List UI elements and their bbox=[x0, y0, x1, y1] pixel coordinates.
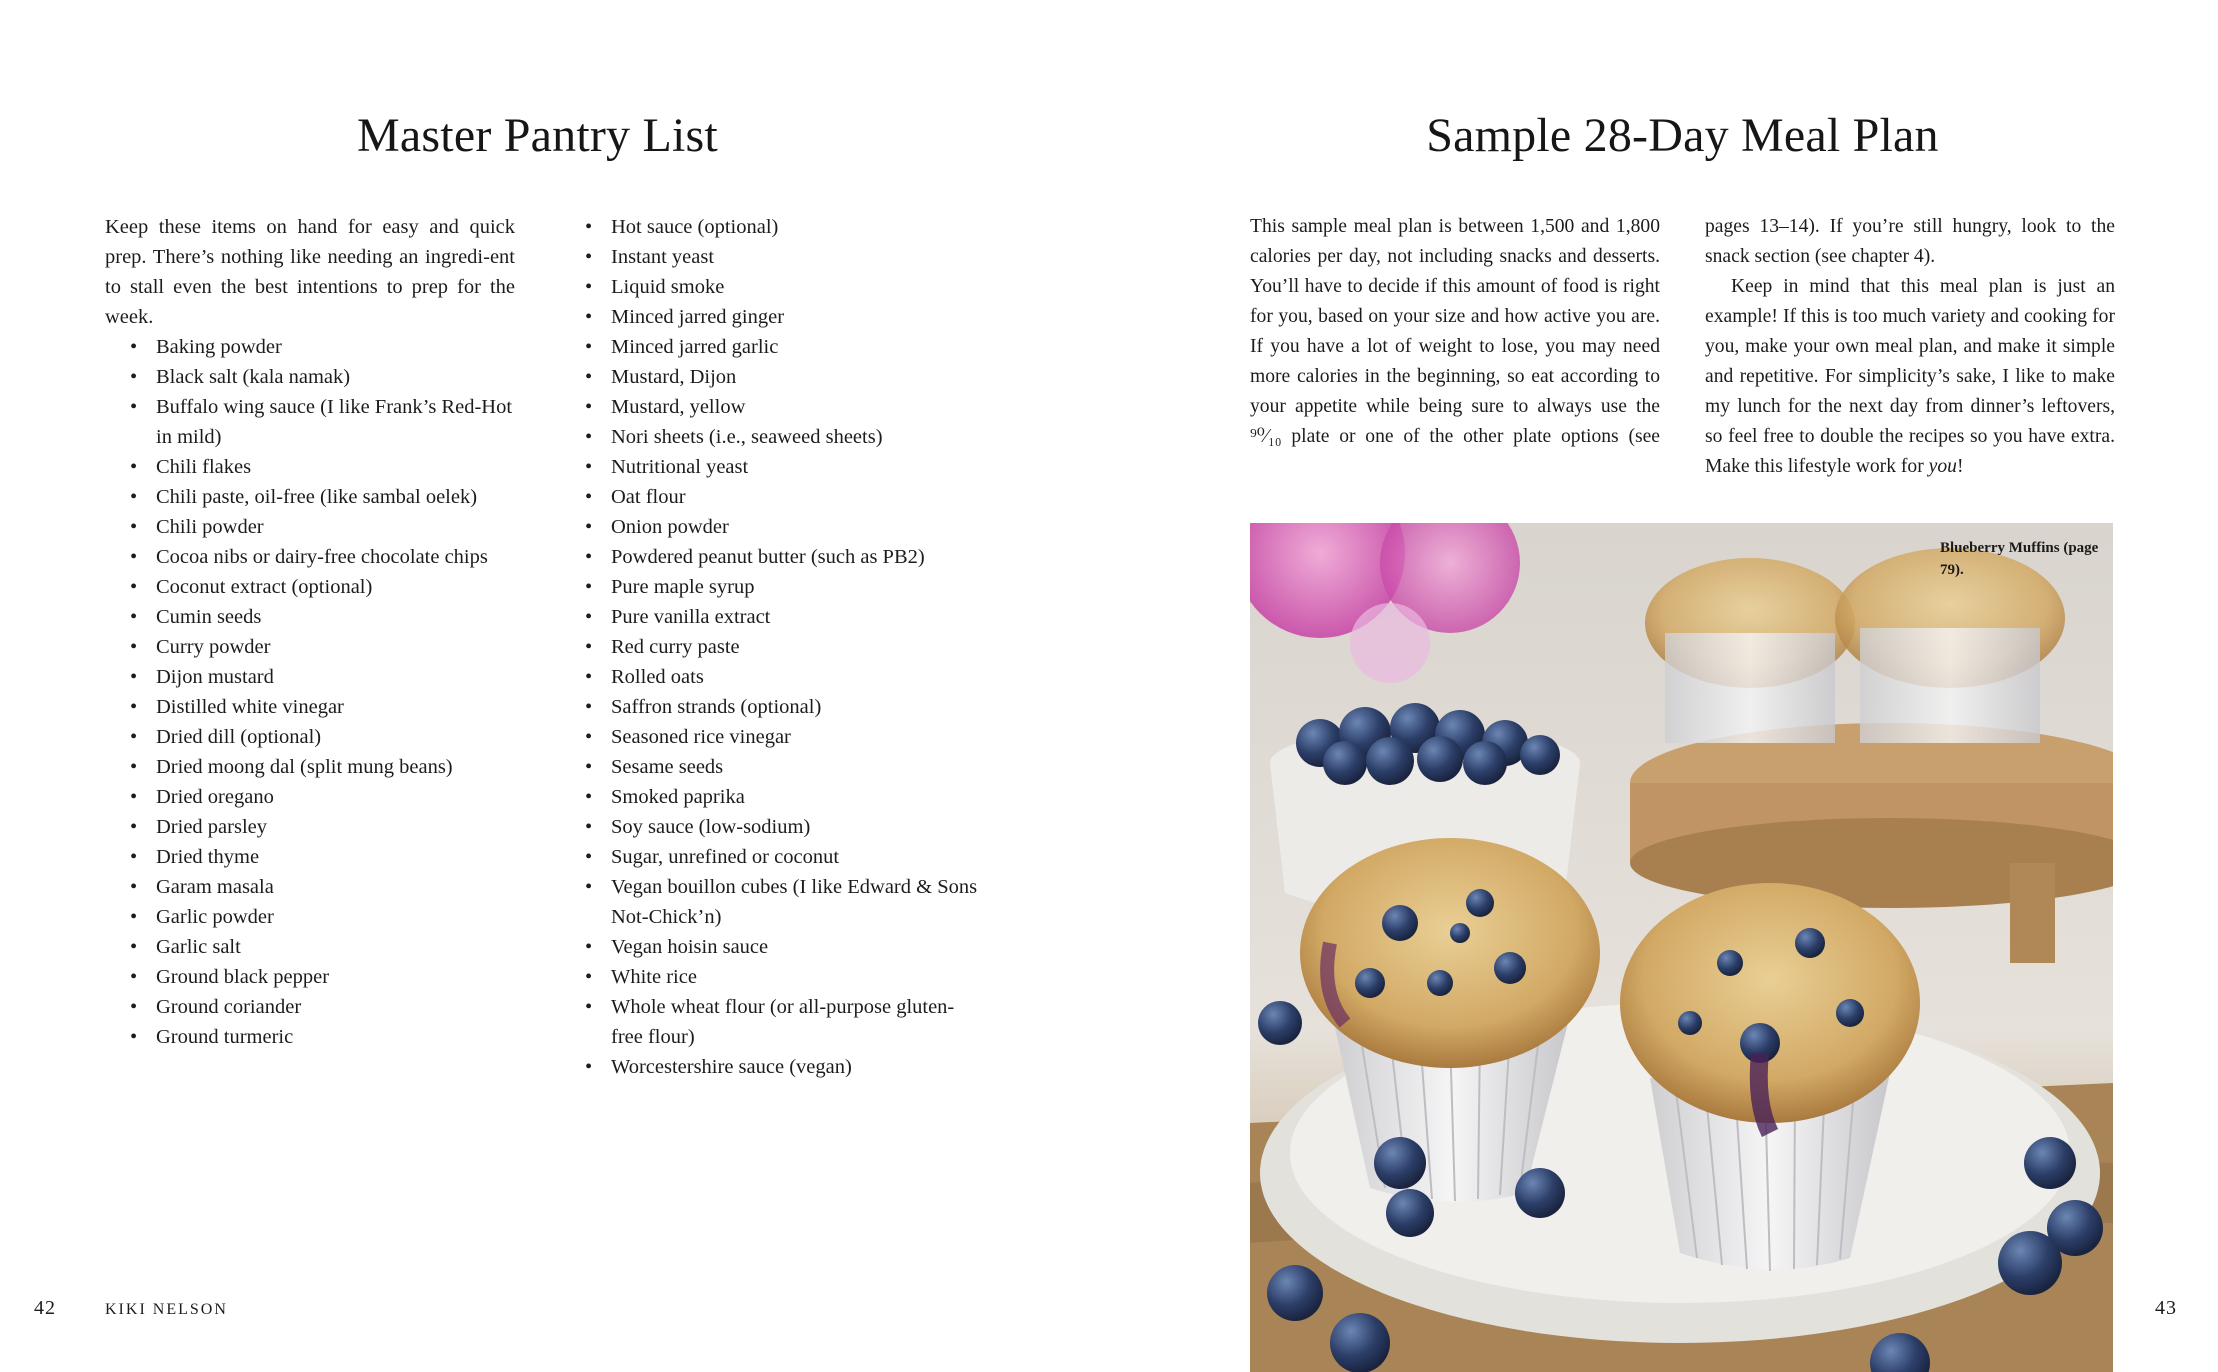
pantry-heading: Master Pantry List bbox=[357, 109, 718, 162]
pantry-item: • Chili powder bbox=[105, 512, 515, 542]
pantry-item: • Chili flakes bbox=[105, 452, 515, 482]
pantry-item: • Pure maple syrup bbox=[560, 572, 980, 602]
page-number-right: 43 bbox=[2155, 1297, 2177, 1319]
pantry-item: • Powdered peanut butter (such as PB2) bbox=[560, 542, 980, 572]
pantry-item: • Dijon mustard bbox=[105, 662, 515, 692]
pantry-item: • Dried parsley bbox=[105, 812, 515, 842]
page-number-left: 42 bbox=[34, 1297, 56, 1319]
meal-plan-paragraph-1: This sample meal plan is between 1,500 and 1,800 calories per day, not including snacks and desserts. You’ll have to decide if this amount of food is right for you, based on your size and how active you are. If you have a lot of weight to lose, you may need more calories in the beginning, so eat according to your appetite while being sure to always use the ⁹⁰⁄₁₀ plate or one of the other plate options (see bbox=[1250, 216, 1660, 447]
meal-plan-paragraph-1-continued: pages 13–14). If you’re still hungry, look to the snack section (see chapter 4). bbox=[1705, 216, 2115, 267]
pantry-item: • Smoked paprika bbox=[560, 782, 980, 812]
pantry-item: • Minced jarred ginger bbox=[560, 302, 980, 332]
pantry-item: • Whole wheat flour (or all-purpose gluten-free flour) bbox=[560, 992, 980, 1052]
pantry-item: • Hot sauce (optional) bbox=[560, 212, 980, 242]
pantry-item: • Nori sheets (i.e., seaweed sheets) bbox=[560, 422, 980, 452]
pantry-item: • Ground black pepper bbox=[105, 962, 515, 992]
pantry-item: • Dried oregano bbox=[105, 782, 515, 812]
pantry-item: • Sesame seeds bbox=[560, 752, 980, 782]
pantry-item: • Worcestershire sauce (vegan) bbox=[560, 1052, 980, 1082]
pantry-item: • Mustard, yellow bbox=[560, 392, 980, 422]
pantry-item: • Nutritional yeast bbox=[560, 452, 980, 482]
pantry-item: • Baking powder bbox=[105, 332, 515, 362]
pantry-item: • Red curry paste bbox=[560, 632, 980, 662]
pantry-item: • Garam masala bbox=[105, 872, 515, 902]
pantry-item: • Distilled white vinegar bbox=[105, 692, 515, 722]
pantry-item: • Rolled oats bbox=[560, 662, 980, 692]
pantry-item: • Liquid smoke bbox=[560, 272, 980, 302]
pantry-item: • Oat flour bbox=[560, 482, 980, 512]
pantry-item: • White rice bbox=[560, 962, 980, 992]
meal-plan-column-2 bbox=[1705, 212, 2115, 482]
pantry-list-1 bbox=[105, 332, 515, 1052]
pantry-item: • Dried moong dal (split mung beans) bbox=[105, 752, 515, 782]
pantry-column-1 bbox=[105, 212, 515, 1052]
pantry-item: • Garlic powder bbox=[105, 902, 515, 932]
pantry-item: • Black salt (kala namak) bbox=[105, 362, 515, 392]
pantry-list-2 bbox=[560, 212, 980, 1082]
pantry-intro: Keep these items on hand for easy and quick prep. There’s nothing like needing an ingredi-ent to stall even the best intentions to prep for the week. bbox=[105, 216, 515, 328]
pantry-item: • Ground turmeric bbox=[105, 1022, 515, 1052]
blueberry-muffins-photo bbox=[1250, 523, 2113, 1372]
pantry-item: • Chili paste, oil-free (like sambal oelek) bbox=[105, 482, 515, 512]
pantry-item: • Garlic salt bbox=[105, 932, 515, 962]
emphasis-you: you bbox=[1928, 456, 1957, 477]
pantry-item: • Vegan bouillon cubes (I like Edward & Sons Not-Chick’n) bbox=[560, 872, 980, 932]
pantry-item: • Saffron strands (optional) bbox=[560, 692, 980, 722]
pantry-item: • Minced jarred garlic bbox=[560, 332, 980, 362]
pantry-item: • Vegan hoisin sauce bbox=[560, 932, 980, 962]
pantry-item: • Dried dill (optional) bbox=[105, 722, 515, 752]
meal-plan-column-1 bbox=[1250, 212, 1660, 452]
pantry-item: • Sugar, unrefined or coconut bbox=[560, 842, 980, 872]
pantry-item: • Instant yeast bbox=[560, 242, 980, 272]
meal-plan-heading: Sample 28-Day Meal Plan bbox=[1426, 109, 1939, 162]
pantry-item: • Onion powder bbox=[560, 512, 980, 542]
photo-caption: Blueberry Muffins (page 79). bbox=[1940, 540, 2099, 578]
pantry-item: • Ground coriander bbox=[105, 992, 515, 1022]
pantry-item: • Pure vanilla extract bbox=[560, 602, 980, 632]
pantry-item: • Dried thyme bbox=[105, 842, 515, 872]
running-head: KIKI NELSON bbox=[105, 1301, 228, 1318]
pantry-item: • Soy sauce (low-sodium) bbox=[560, 812, 980, 842]
pantry-item: • Coconut extract (optional) bbox=[105, 572, 515, 602]
pantry-item: • Cumin seeds bbox=[105, 602, 515, 632]
pantry-item: • Curry powder bbox=[105, 632, 515, 662]
meal-plan-paragraph-2: Keep in mind that this meal plan is just an example! If this is too much variety and cooking for you, make your own meal plan, and make it simple and repetitive. For simplicity’s sake, I like to make my lunch for the next day from dinner’s leftovers, so feel free to double the recipes so you have extra. Make this lifestyle work for you! bbox=[1705, 276, 2115, 477]
pantry-item: • Seasoned rice vinegar bbox=[560, 722, 980, 752]
pantry-item: • Mustard, Dijon bbox=[560, 362, 980, 392]
pantry-item: • Buffalo wing sauce (I like Frank’s Red-Hot in mild) bbox=[105, 392, 515, 452]
pantry-column-2 bbox=[560, 212, 980, 1082]
pantry-item: • Cocoa nibs or dairy-free chocolate chips bbox=[105, 542, 515, 572]
